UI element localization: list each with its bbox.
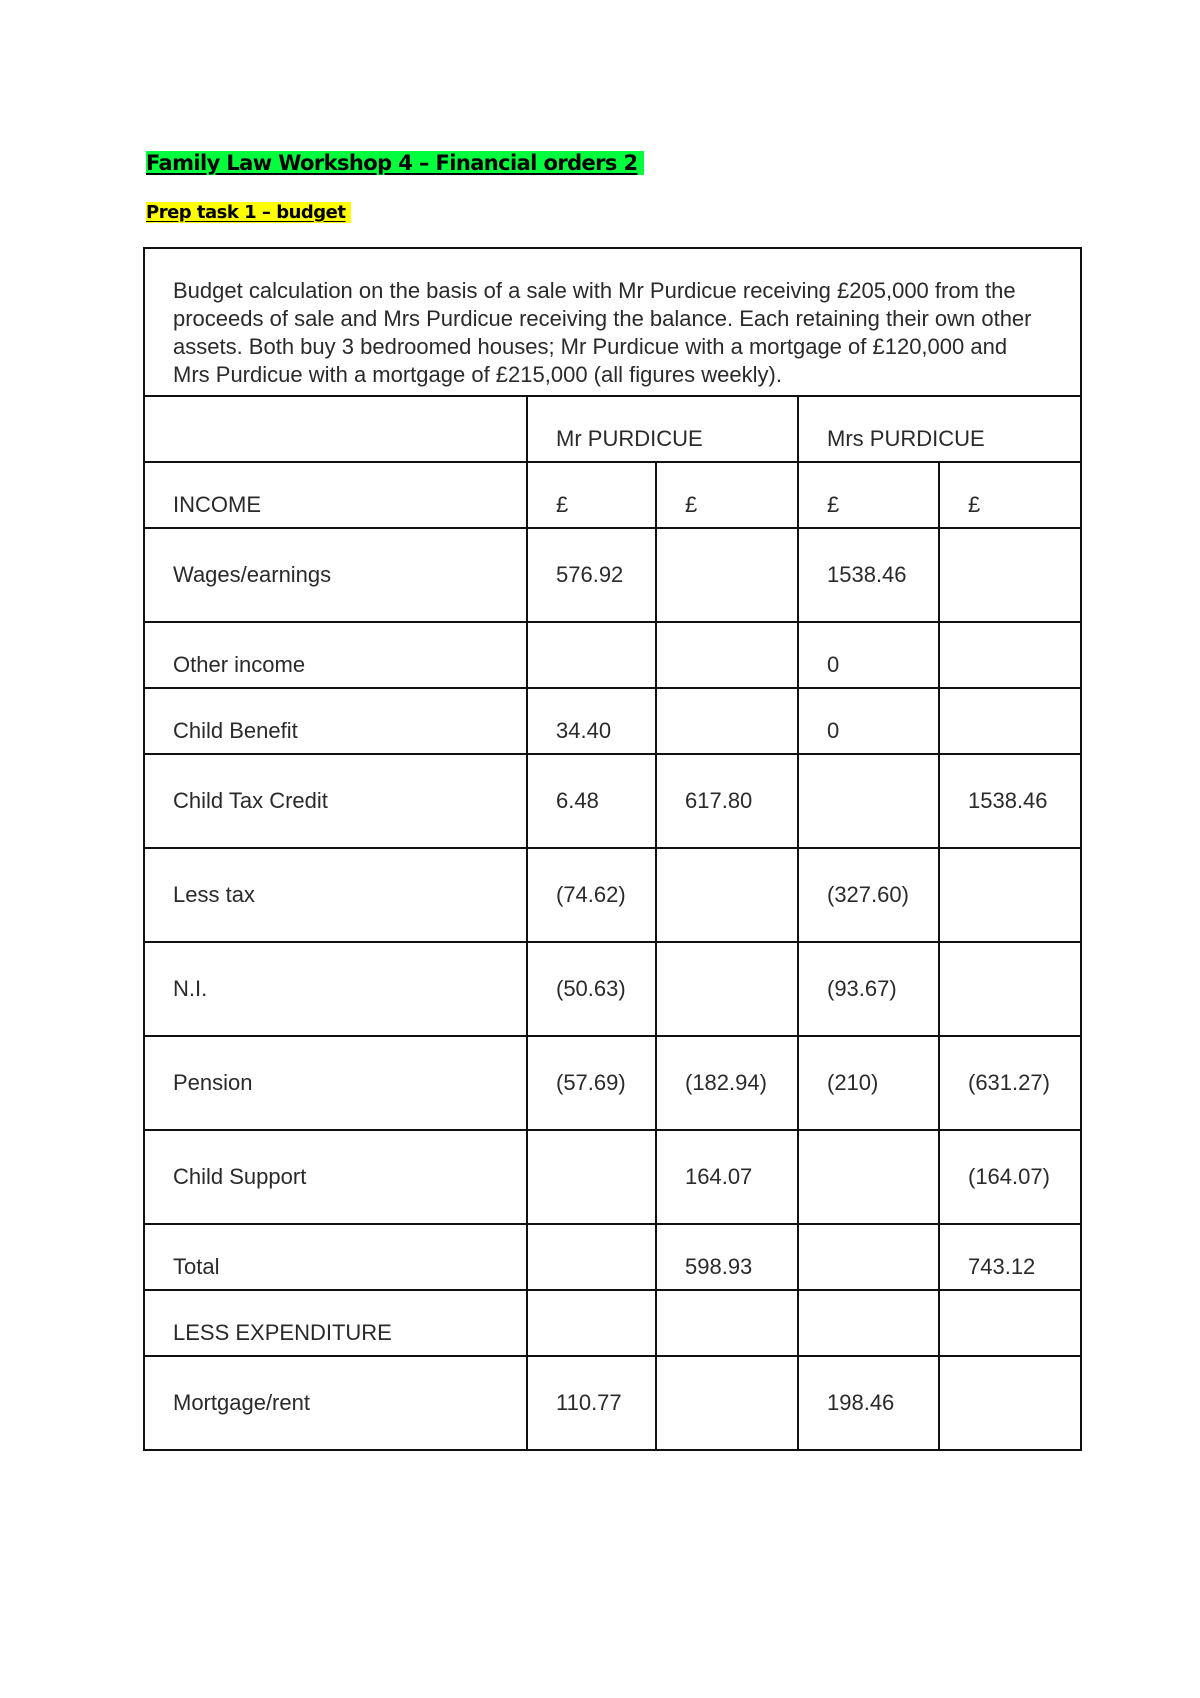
cell-mrs-a: (327.60) bbox=[798, 848, 939, 942]
cell-mrs-b bbox=[939, 848, 1081, 942]
cell-mr-a: (74.62) bbox=[527, 848, 656, 942]
cell-mr-a bbox=[527, 1290, 656, 1356]
cell-mrs-a bbox=[798, 1290, 939, 1356]
cell-mrs-b: 1538.46 bbox=[939, 754, 1081, 848]
cell-mrs-b bbox=[939, 942, 1081, 1036]
row-label: Child Tax Credit bbox=[144, 754, 527, 848]
cell-mr-a bbox=[527, 622, 656, 688]
income-label: INCOME bbox=[144, 462, 527, 528]
table-row bbox=[144, 754, 1081, 848]
cell-mr-a: 34.40 bbox=[527, 688, 656, 754]
table-row bbox=[144, 848, 1081, 942]
row-label: Pension bbox=[144, 1036, 527, 1130]
table-row bbox=[144, 1224, 1081, 1290]
row-label: N.I. bbox=[144, 942, 527, 1036]
table-row bbox=[144, 1356, 1081, 1450]
table-row bbox=[144, 942, 1081, 1036]
table-row bbox=[144, 528, 1081, 622]
cell-mr-a bbox=[527, 1130, 656, 1224]
cell-mr-a: 576.92 bbox=[527, 528, 656, 622]
title-highlight: Family Law Workshop 4 – Financial orders 2 bbox=[146, 151, 644, 175]
subtitle-highlight: Prep task 1 – budget bbox=[146, 202, 351, 223]
row-label: Wages/earnings bbox=[144, 528, 527, 622]
cell-mr-a: (57.69) bbox=[527, 1036, 656, 1130]
cell-mrs-a bbox=[798, 1130, 939, 1224]
cell-mr-b bbox=[656, 1290, 798, 1356]
party-header-row bbox=[144, 396, 1081, 462]
cell-mr-b: 617.80 bbox=[656, 754, 798, 848]
party-header-blank bbox=[144, 396, 527, 462]
currency-mr-b: £ bbox=[656, 462, 798, 528]
section-subtitle bbox=[146, 202, 351, 224]
cell-mr-b bbox=[656, 688, 798, 754]
table-row bbox=[144, 1036, 1081, 1130]
row-label: Child Benefit bbox=[144, 688, 527, 754]
cell-mrs-b bbox=[939, 622, 1081, 688]
cell-mr-b: 164.07 bbox=[656, 1130, 798, 1224]
row-label: LESS EXPENDITURE bbox=[144, 1290, 527, 1356]
cell-mr-b bbox=[656, 1356, 798, 1450]
cell-mrs-b: (631.27) bbox=[939, 1036, 1081, 1130]
cell-mrs-b: 743.12 bbox=[939, 1224, 1081, 1290]
cell-mr-b: 598.93 bbox=[656, 1224, 798, 1290]
cell-mr-a: (50.63) bbox=[527, 942, 656, 1036]
currency-mrs-a: £ bbox=[798, 462, 939, 528]
cell-mrs-a: 198.46 bbox=[798, 1356, 939, 1450]
table-row bbox=[144, 1130, 1081, 1224]
cell-mr-a: 110.77 bbox=[527, 1356, 656, 1450]
party-mrs-header: Mrs PURDICUE bbox=[798, 396, 1081, 462]
cell-mr-a bbox=[527, 1224, 656, 1290]
budget-table bbox=[143, 247, 1082, 1451]
page-title bbox=[146, 150, 644, 176]
cell-mrs-a: 0 bbox=[798, 688, 939, 754]
cell-mr-b bbox=[656, 622, 798, 688]
table-row bbox=[144, 688, 1081, 754]
intro-row bbox=[144, 248, 1081, 396]
cell-mrs-a: (93.67) bbox=[798, 942, 939, 1036]
row-label: Mortgage/rent bbox=[144, 1356, 527, 1450]
cell-mr-a: 6.48 bbox=[527, 754, 656, 848]
cell-mr-b bbox=[656, 942, 798, 1036]
cell-mrs-b bbox=[939, 1290, 1081, 1356]
cell-mrs-a: 1538.46 bbox=[798, 528, 939, 622]
party-mr-header: Mr PURDICUE bbox=[527, 396, 798, 462]
cell-mrs-b: (164.07) bbox=[939, 1130, 1081, 1224]
cell-mrs-b bbox=[939, 688, 1081, 754]
cell-mrs-b bbox=[939, 1356, 1081, 1450]
row-label: Less tax bbox=[144, 848, 527, 942]
cell-mr-b bbox=[656, 848, 798, 942]
cell-mrs-a: (210) bbox=[798, 1036, 939, 1130]
cell-mr-b bbox=[656, 528, 798, 622]
row-label: Total bbox=[144, 1224, 527, 1290]
row-label: Other income bbox=[144, 622, 527, 688]
table-row bbox=[144, 622, 1081, 688]
cell-mr-b: (182.94) bbox=[656, 1036, 798, 1130]
currency-mrs-b: £ bbox=[939, 462, 1081, 528]
cell-mrs-a bbox=[798, 754, 939, 848]
cell-mrs-b bbox=[939, 528, 1081, 622]
intro-text: Budget calculation on the basis of a sale with Mr Purdicue receiving £205,000 from the proceeds of sale and Mrs Purdicue receiving the balance. Each retaining their own other assets. Both buy 3 bedroomed houses; Mr Purdicue with a mortgage of £120,000 and Mrs Purdicue with a mortgage of £215,000 (all figures weekly). bbox=[144, 248, 1081, 396]
currency-mr-a: £ bbox=[527, 462, 656, 528]
cell-mrs-a bbox=[798, 1224, 939, 1290]
row-label: Child Support bbox=[144, 1130, 527, 1224]
table-row bbox=[144, 1290, 1081, 1356]
cell-mrs-a: 0 bbox=[798, 622, 939, 688]
income-header-row bbox=[144, 462, 1081, 528]
